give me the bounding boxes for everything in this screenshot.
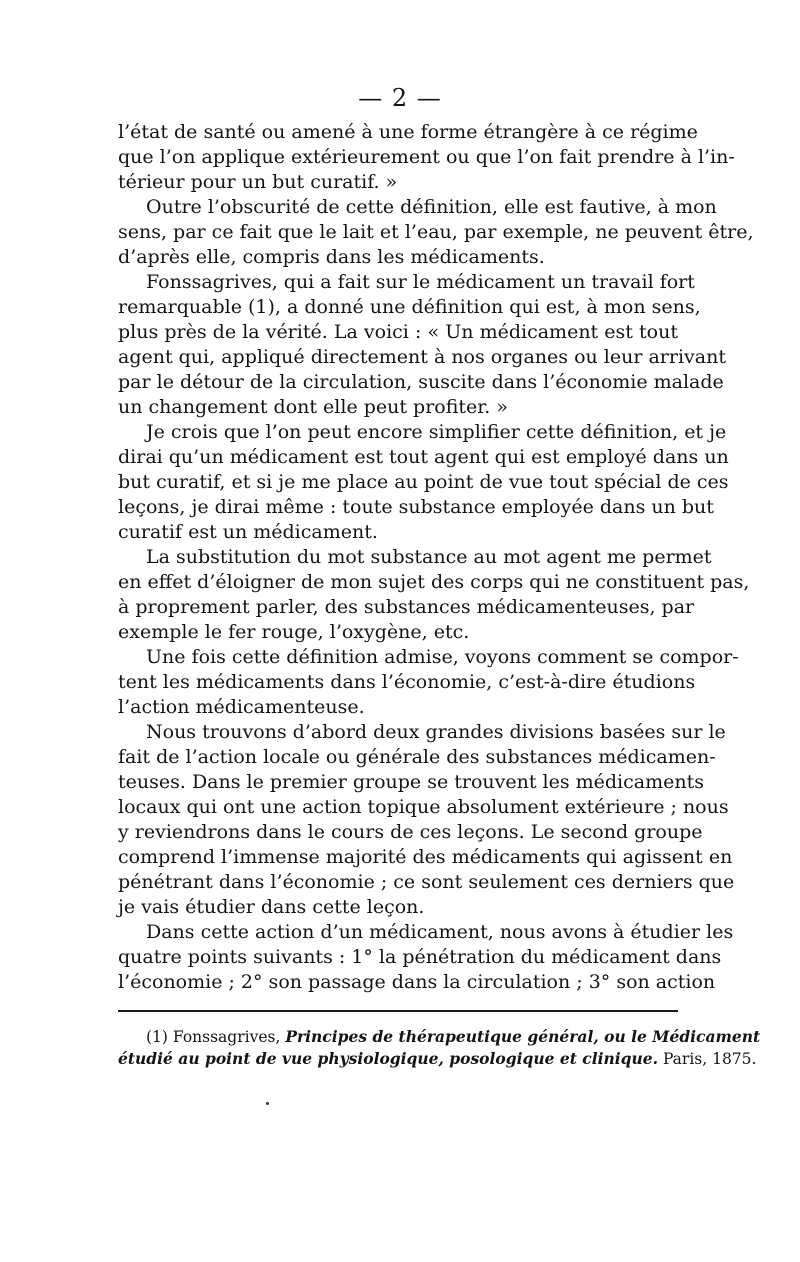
text-line: l’action médicamenteuse.: [118, 696, 365, 718]
text-line: Nous trouvons d’abord deux grandes divisions basées sur le: [146, 721, 726, 743]
text-line: comprend l’immense majorité des médicaments qui agissent en: [118, 846, 733, 868]
text-line: remarquable (1), a donné une définition qui est, à mon sens,: [118, 296, 701, 318]
text-line: l’économie ; 2° son passage dans la circulation ; 3° son action: [118, 971, 716, 993]
text-line: Une fois cette définition admise, voyons comment se compor-: [146, 646, 739, 668]
body-text: [118, 120, 754, 995]
text-line: l’état de santé ou amené à une forme étrangère à ce régime: [118, 121, 698, 143]
text-line: en effet d’éloigner de mon sujet des corps qui ne constituent pas,: [118, 571, 750, 593]
paragraph: [118, 420, 729, 545]
text-line: plus près de la vérité. La voici : « Un médicament est tout: [118, 321, 678, 343]
text-line: exemple le fer rouge, l’oxygène, etc.: [118, 621, 470, 643]
text-line: pénétrant dans l’économie ; ce sont seulement ces derniers que: [118, 871, 735, 893]
text-line: térieur pour un but curatif. »: [118, 171, 398, 193]
text-line: tent les médicaments dans l’économie, c’est-à-dire étudions: [118, 671, 696, 693]
print-speck: [266, 1102, 269, 1105]
paragraph: [118, 120, 735, 195]
footnote-line-1: [118, 1026, 761, 1048]
footnote-title-part1: Principes de thérapeutique général, ou le Médicament: [285, 1027, 761, 1046]
text-line: agent qui, appliqué directement à nos organes ou leur arrivant: [118, 346, 726, 368]
page-number: — 2 —: [358, 84, 442, 112]
text-line: quatre points suivants : 1° la pénétration du médicament dans: [118, 946, 722, 968]
text-line: curatif est un médicament.: [118, 521, 378, 543]
text-line: par le détour de la circulation, suscite dans l’économie malade: [118, 371, 724, 393]
footnote-author: Fonssagrives,: [172, 1028, 281, 1046]
paragraph: [118, 720, 735, 920]
paragraph: [118, 645, 739, 720]
text-line: Fonssagrives, qui a fait sur le médicament un travail fort: [146, 271, 695, 293]
text-line: y reviendrons dans le cours de ces leçons. Le second groupe: [118, 821, 703, 843]
paragraph: [118, 195, 754, 270]
text-line: je vais étudier dans cette leçon.: [118, 896, 425, 918]
paragraph: [118, 545, 750, 645]
footnote: [118, 1026, 761, 1070]
text-line: sens, par ce fait que le lait et l’eau, par exemple, ne peuvent être,: [118, 221, 754, 243]
text-line: but curatif, et si je me place au point de vue tout spécial de ces: [118, 471, 729, 493]
text-line: leçons, je dirai même : toute substance employée dans un but: [118, 496, 714, 518]
text-line: La substitution du mot substance au mot agent me permet: [146, 546, 712, 568]
footnote-title-part2: étudié au point de vue physiologique, posologique et clinique.: [118, 1049, 658, 1068]
paragraph: [118, 920, 734, 995]
text-line: à proprement parler, des substances médicamenteuses, par: [118, 596, 695, 618]
footnote-place-date: Paris, 1875.: [662, 1050, 757, 1068]
text-line: fait de l’action locale ou générale des substances médicamen-: [118, 746, 716, 768]
footnote-marker: (1): [146, 1028, 168, 1046]
text-line: dirai qu’un médicament est tout agent qui est employé dans un: [118, 446, 729, 468]
footnote-line-2: [118, 1048, 757, 1070]
text-line: teuses. Dans le premier groupe se trouvent les médicaments: [118, 771, 704, 793]
text-line: locaux qui ont une action topique absolument extérieure ; nous: [118, 796, 729, 818]
footnote-divider: [118, 1010, 678, 1012]
text-line: Outre l’obscurité de cette définition, elle est fautive, à mon: [146, 196, 717, 218]
text-line: que l’on applique extérieurement ou que l’on fait prendre à l’in-: [118, 146, 735, 168]
text-line: d’après elle, compris dans les médicaments.: [118, 246, 545, 268]
text-line: Dans cette action d’un médicament, nous avons à étudier les: [146, 921, 734, 943]
paragraph: [118, 270, 726, 420]
text-line: un changement dont elle peut profiter. »: [118, 396, 508, 418]
text-line: Je crois que l’on peut encore simplifier cette définition, et je: [146, 421, 727, 443]
